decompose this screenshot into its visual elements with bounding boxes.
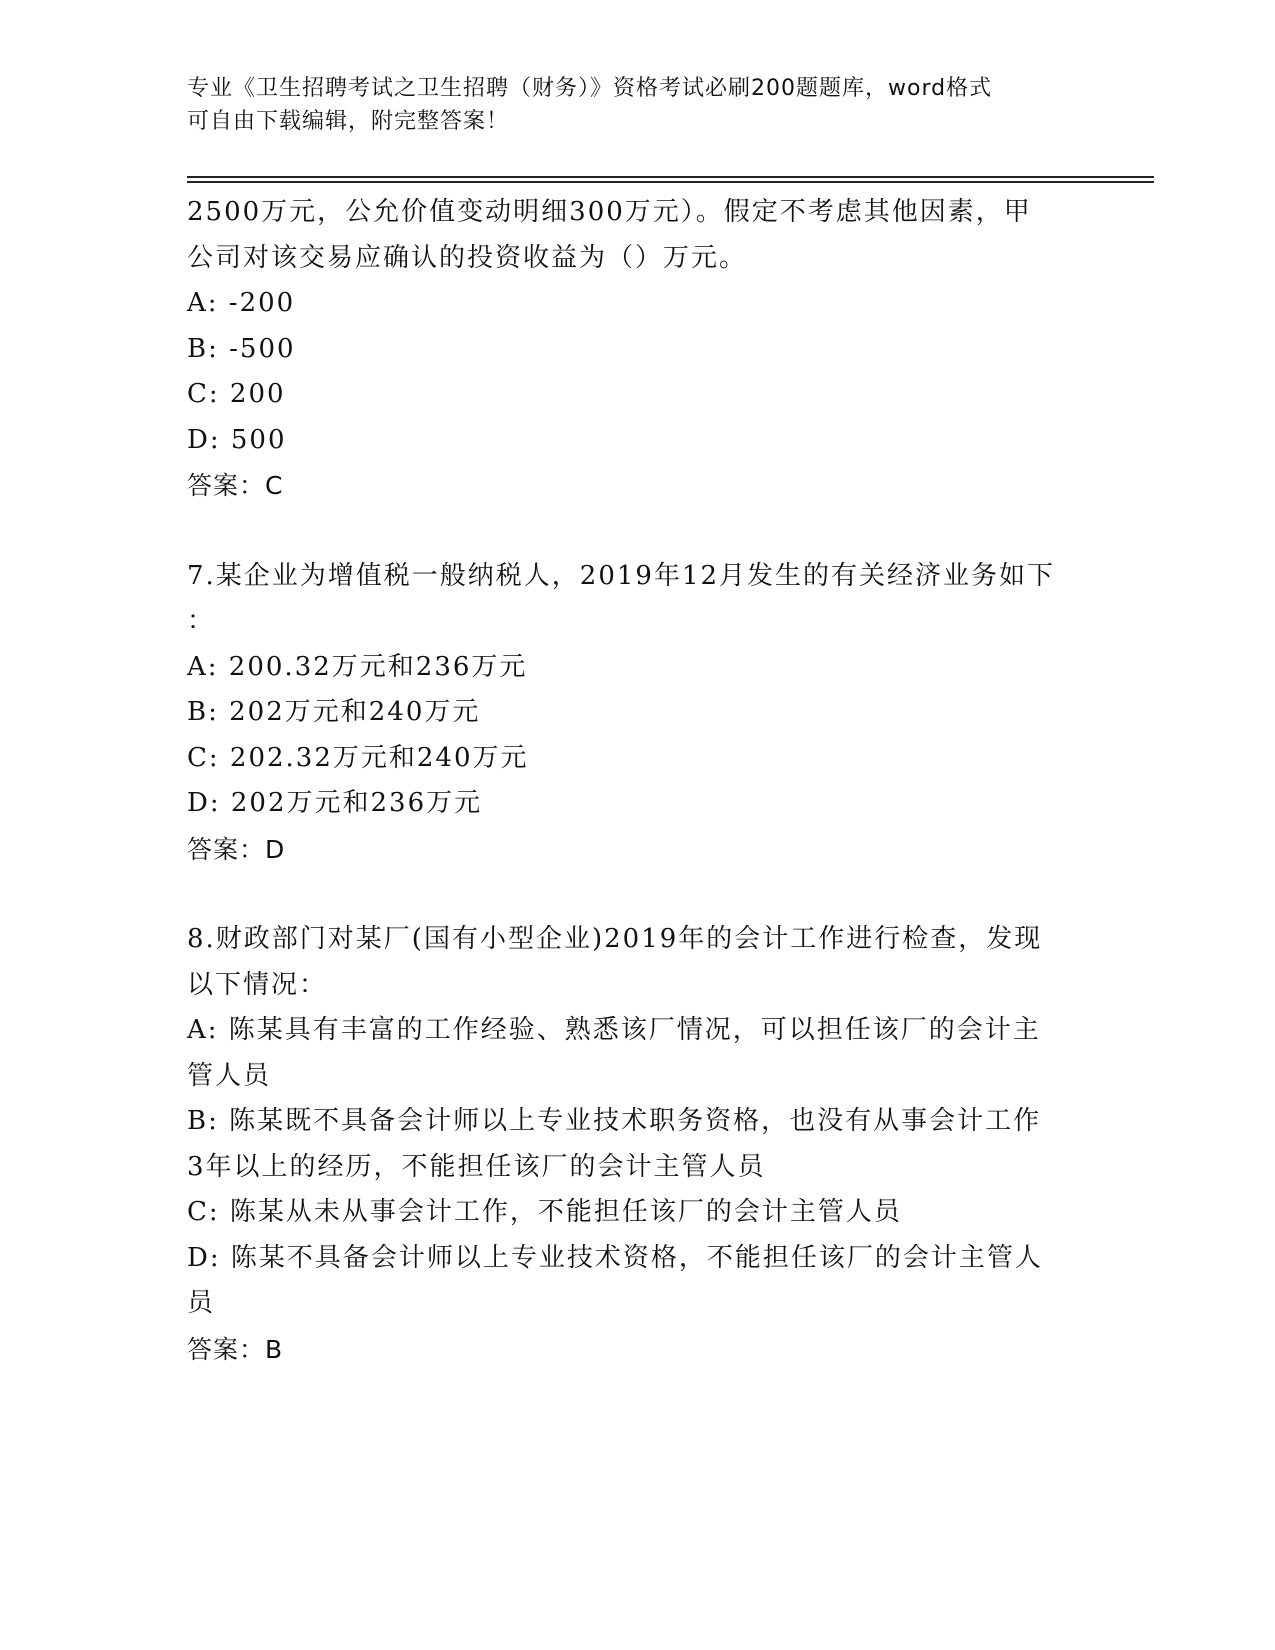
header-divider-bottom: [187, 181, 1154, 183]
question-stem-line: 8.财政部门对某厂(国有小型企业)2019年的会计工作进行检查，发现: [187, 924, 1043, 954]
page-header: [187, 72, 1087, 138]
answer-line: 答案：B: [187, 1334, 284, 1364]
document-body: [187, 190, 1087, 1372]
question-stem-line: 7.某企业为增值税一般纳税人，2019年12月发生的有关经济业务如下: [187, 560, 1056, 591]
option-b: B: -500: [187, 333, 296, 364]
question-spacer: [187, 872, 1087, 917]
question-stem-line: 2500万元，公允价值变动明细300万元）。假定不考虑其他因素，甲: [187, 197, 1032, 227]
question-7: [187, 554, 1087, 873]
question-spacer: [187, 509, 1087, 554]
question-8: [187, 917, 1087, 1372]
option-b: B: 陈某既不具备会计师以上专业技术职务资格，也没有从事会计工作: [187, 1106, 1042, 1136]
header-title-line-2: 可自由下载编辑，附完整答案！: [187, 109, 510, 134]
question-stem-line: 公司对该交易应确认的投资收益为（）万元。: [187, 242, 748, 273]
question-stem-line: ：: [187, 606, 216, 636]
option-c: C: 200: [187, 379, 286, 409]
option-b-continuation: 3年以上的经历，不能担任该厂的会计主管人员: [187, 1151, 766, 1182]
answer-line: 答案：D: [187, 834, 286, 864]
question-6: [187, 190, 1087, 509]
option-a: A: 200.32万元和236万元: [187, 651, 528, 682]
option-d: D: 202万元和236万元: [187, 788, 483, 818]
option-c: C: 陈某从未从事会计工作，不能担任该厂的会计主管人员: [187, 1197, 902, 1227]
option-c: C: 202.32万元和240万元: [187, 742, 529, 773]
option-d: D: 500: [187, 424, 287, 455]
option-d: D: 陈某不具备会计师以上专业技术资格，不能担任该厂的会计主管人: [187, 1242, 1043, 1273]
option-a: A: -200: [187, 288, 296, 318]
question-stem-line: 以下情况：: [187, 969, 328, 1000]
option-a-continuation: 管人员: [187, 1060, 272, 1091]
option-b: B: 202万元和240万元: [187, 697, 481, 727]
option-a: A: 陈某具有丰富的工作经验、熟悉该厂情况，可以担任该厂的会计主: [187, 1015, 1041, 1045]
option-d-continuation: 员: [187, 1288, 216, 1318]
header-title-line-1: 专业《卫生招聘考试之卫生招聘（财务）》资格考试必刷200题题库，word格式: [187, 76, 993, 101]
answer-line: 答案：C: [187, 471, 284, 500]
header-divider-top: [187, 176, 1154, 178]
